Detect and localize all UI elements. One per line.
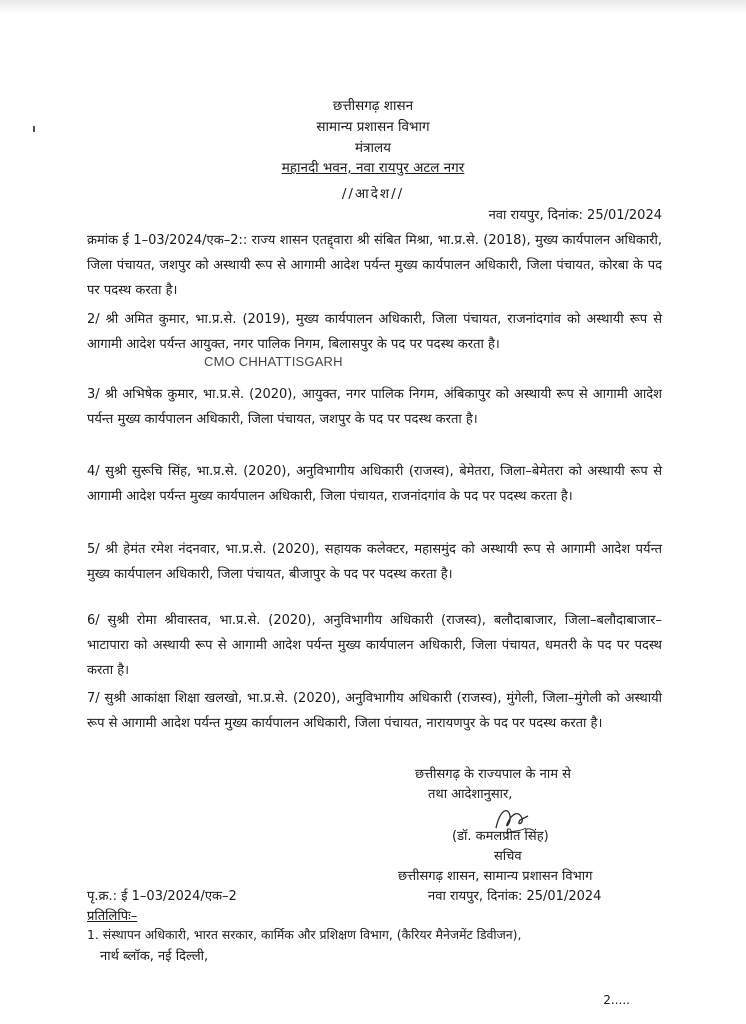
order-title: //आदेश//: [341, 186, 405, 202]
copy-item-1: 1. संस्थापन अधिकारी, भारत सरकार, कार्मिक और प्रशिक्षण विभाग, (कैरियर मैनेजमेंट डिवीजन),: [87, 927, 522, 942]
header-department: सामान्य प्रशासन विभाग: [316, 119, 430, 135]
scan-top-edge: [0, 0, 746, 14]
closing-line-1: छत्तीसगढ़ के राज्यपाल के नाम से: [415, 767, 571, 782]
endorsement-number: पृ.क्र.: ई 1–03/2024/एक–2: [87, 889, 237, 904]
header-address: महानदी भवन, नवा रायपुर अटल नगर: [281, 160, 465, 176]
header-government: छत्तीसगढ़ शासन: [332, 98, 414, 114]
paragraph-3: 3/ श्री अभिषेक कुमार, भा.प्र.से. (2020), आयुक्त, नगर पालिक निगम, अंबिकापुर को अस्थायी रूप से आगामी आदेश पर्यन्त मुख्य कार्यपालन अधिकारी, जिला पंचायत, जशपुर के पद पर पदस्थ करता है।: [87, 387, 662, 427]
closing-line-2: तथा आदेशानुसार,: [428, 787, 513, 802]
signatory-date: नवा रायपुर, दिनांक: 25/01/2024: [428, 889, 602, 904]
paragraph-5: 5/ श्री हेमंत रमेश नंदनवार, भा.प्र.से. (2020), सहायक कलेक्टर, महासमुंद को अस्थायी रूप से आगामी आदेश पर्यन्त मुख्य कार्यपालन अधिकारी, जिला पंचायत, बीजापुर के पद पर पदस्थ करता है।: [87, 542, 662, 582]
header-ministry: मंत्रालय: [354, 140, 391, 156]
copy-item-1-address: नार्थ ब्लॉक, नई दिल्ली,: [100, 949, 209, 964]
signatory-title: सचिव: [494, 849, 522, 864]
paragraph-1: क्रमांक ई 1–03/2024/एक–2:: राज्य शासन एतद्द्वारा श्री संबित मिश्रा, भा.प्र.से. (2018), मुख्य कार्यपालन अधिकारी, जिला पंचायत, जशपुर को अस्थायी रूप से आगामी आदेश पर्यन्त मुख्य कार्यपालन अधिकारी, जिला पंचायत, कोरबा के पद पर पदस्थ करता है।: [87, 233, 662, 298]
signatory-department: छत्तीसगढ़ शासन, सामान्य प्रशासन विभाग: [398, 869, 593, 884]
paragraph-6: 6/ सुश्री रोमा श्रीवास्तव, भा.प्र.से. (2020), अनुविभागीय अधिकारी (राजस्व), बलौदाबाजार, जिला–बलौदाबाजार–भाटापारा को अस्थायी रूप से आगामी आदेश पर्यन्त मुख्य कार्यपालन अधिकारी, जिला पंचायत, धमतरी के पद पर पदस्थ करता है।: [87, 613, 662, 678]
paragraph-2: 2/ श्री अमित कुमार, भा.प्र.से. (2019), मुख्य कार्यपालन अधिकारी, जिला पंचायत, राजनांदगांव को अस्थायी रूप से आगामी आदेश पर्यन्त आयुक्त, नगर पालिक निगम, बिलासपुर के पद पर पदस्थ करता है।: [87, 312, 662, 352]
watermark: CMO CHHATTISGARH: [204, 354, 343, 369]
signatory-name: (डॉ. कमलप्रीत सिंह): [452, 829, 549, 844]
copy-to-label: प्रतिलिपिः–: [87, 909, 138, 924]
paragraph-4: 4/ सुश्री सुरूचि सिंह, भा.प्र.से. (2020), अनुविभागीय अधिकारी (राजस्व), बेमेतरा, जिला–बेमेतरा को अस्थायी रूप से आगामी आदेश पर्यन्त मुख्य कार्यपालन अधिकारी, जिला पंचायत, राजनांदगांव के पद पर पदस्थ करता है।: [87, 464, 662, 504]
paragraph-7: 7/ सुश्री आकांक्षा शिक्षा खलखो, भा.प्र.से. (2020), अनुविभागीय अधिकारी (राजस्व), मुंगेली, जिला–मुंगेली को अस्थायी रूप से आगामी आदेश पर्यन्त मुख्य कार्यपालन अधिकारी, जिला पंचायत, नारायणपुर के पद पर पदस्थ करता है।: [87, 691, 662, 731]
page-number: 2.....: [603, 993, 630, 1007]
order-date: नवा रायपुर, दिनांक: 25/01/2024: [488, 208, 662, 223]
